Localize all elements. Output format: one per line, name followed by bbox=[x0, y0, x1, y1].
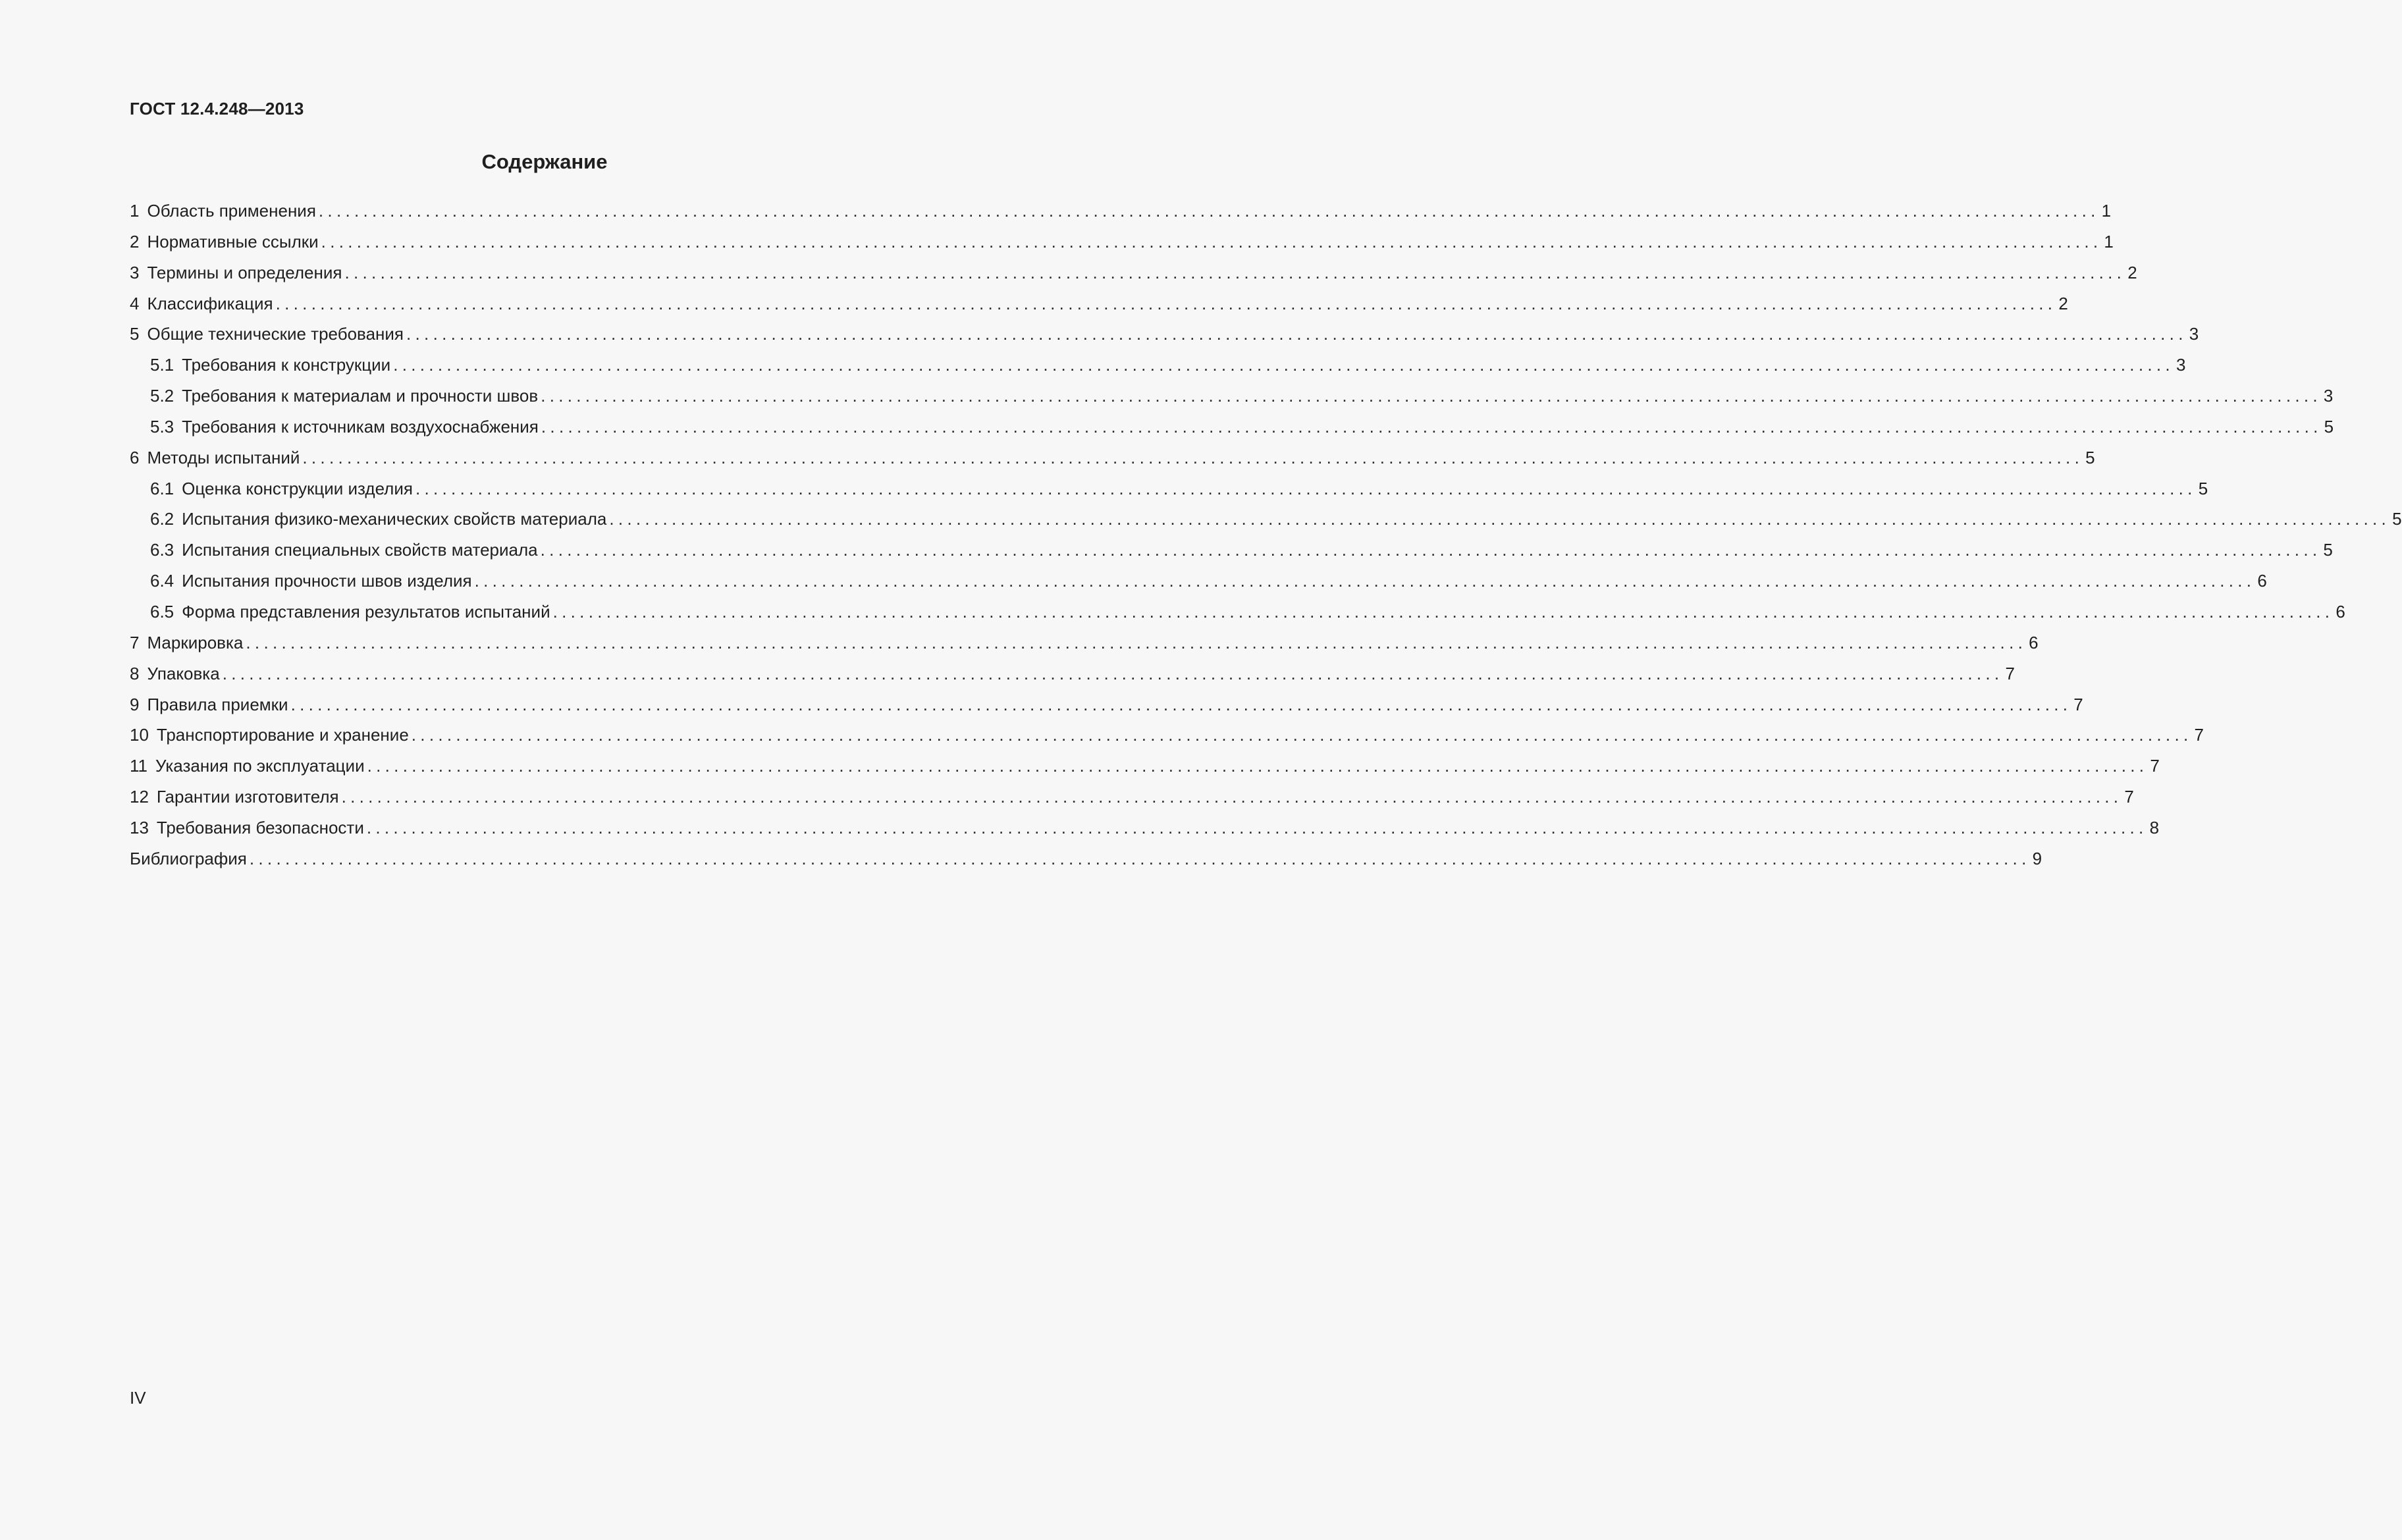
toc-item-page: 5 bbox=[2323, 540, 2333, 560]
toc-item-page: 3 bbox=[2189, 324, 2199, 344]
dot-leader: ........................................................................................................................................................................................................ bbox=[290, 694, 2072, 714]
toc-item-number: 10 bbox=[130, 725, 149, 745]
toc-item-page: 5 bbox=[2324, 416, 2334, 437]
toc-item[interactable] bbox=[130, 293, 2068, 325]
page-title: Содержание bbox=[481, 150, 608, 173]
toc-item-number: 9 bbox=[130, 694, 140, 714]
toc-item[interactable] bbox=[130, 756, 2160, 787]
toc-item[interactable] bbox=[130, 787, 2134, 818]
toc-item[interactable] bbox=[130, 262, 2137, 294]
dot-leader: ........................................................................................................................................................................................................ bbox=[474, 571, 2256, 591]
toc-item[interactable] bbox=[130, 725, 2204, 756]
toc-item-page: 6 bbox=[2029, 632, 2039, 652]
toc-item[interactable] bbox=[130, 447, 2095, 479]
toc-item-page: 7 bbox=[2124, 787, 2134, 807]
dot-leader: ........................................................................................................................................................................................................ bbox=[249, 848, 2031, 868]
toc-item-label: Указания по эксплуатации bbox=[155, 756, 365, 776]
dot-leader: ........................................................................................................................................................................................................ bbox=[321, 231, 2102, 252]
toc-item-label: Форма представления результатов испытаний bbox=[182, 601, 550, 622]
dot-leader: ........................................................................................................................................................................................................ bbox=[552, 601, 2334, 622]
toc-item-number: 6.5 bbox=[150, 601, 174, 622]
toc-subitem[interactable] bbox=[130, 478, 2208, 510]
document-code: ГОСТ 12.4.248—2013 bbox=[130, 99, 304, 119]
toc-item-bibliography[interactable] bbox=[130, 848, 2042, 880]
toc-item-number: 13 bbox=[130, 817, 149, 837]
toc-subitem[interactable] bbox=[130, 386, 2334, 417]
page-number: IV bbox=[130, 1388, 146, 1408]
toc-item-number: 5.2 bbox=[150, 386, 174, 406]
dot-leader: ........................................................................................................................................................................................................ bbox=[222, 663, 2004, 683]
toc-item-label: Испытания специальных свойств материала bbox=[182, 540, 538, 560]
toc-item-label: Методы испытаний bbox=[147, 447, 300, 467]
toc-subitem[interactable] bbox=[130, 509, 2402, 540]
toc-subitem[interactable] bbox=[130, 540, 2333, 571]
toc-subitem[interactable] bbox=[130, 571, 2267, 602]
toc-item-label: Классификация bbox=[147, 293, 273, 313]
toc-item-page: 5 bbox=[2198, 478, 2208, 498]
dot-leader: ........................................................................................................................................................................................................ bbox=[344, 262, 2126, 282]
toc-item-page: 5 bbox=[2392, 509, 2402, 529]
toc-item-number: 6.2 bbox=[150, 509, 174, 529]
toc-item-page: 7 bbox=[2005, 663, 2015, 683]
toc-item-page: 8 bbox=[2149, 817, 2160, 837]
toc-item-page: 1 bbox=[2101, 201, 2112, 221]
dot-leader: ........................................................................................................................................................................................................ bbox=[318, 201, 2100, 221]
toc-item-number: 1 bbox=[130, 201, 140, 221]
toc-item[interactable] bbox=[130, 663, 2015, 695]
toc-item-number: 3 bbox=[130, 262, 140, 282]
toc-item-page: 2 bbox=[2058, 293, 2068, 313]
toc-item-label: Маркировка bbox=[147, 632, 244, 652]
toc-subitem[interactable] bbox=[130, 601, 2345, 633]
dot-leader: ........................................................................................................................................................................................................ bbox=[341, 787, 2123, 807]
toc-item-number: 6.1 bbox=[150, 478, 174, 498]
toc-item-label: Правила приемки bbox=[147, 694, 288, 714]
toc-item-number: 6.3 bbox=[150, 540, 174, 560]
toc-item-number: 6.4 bbox=[150, 571, 174, 591]
toc-item-label: Общие технические требования bbox=[147, 324, 404, 344]
toc-item-number: 5.1 bbox=[150, 355, 174, 375]
toc-item-label: Испытания физико-механических свойств материала bbox=[182, 509, 607, 529]
dot-leader: ........................................................................................................................................................................................................ bbox=[275, 293, 2057, 313]
dot-leader: ........................................................................................................................................................................................................ bbox=[406, 324, 2187, 344]
toc-item-page: 7 bbox=[2073, 694, 2083, 714]
toc-item-number: 2 bbox=[130, 231, 140, 252]
dot-leader: ........................................................................................................................................................................................................ bbox=[541, 416, 2322, 437]
toc-item-page: 1 bbox=[2104, 231, 2114, 252]
toc-item-label: Требования к источникам воздухоснабжения bbox=[182, 416, 539, 437]
toc-item-number: 12 bbox=[130, 787, 149, 807]
dot-leader: ........................................................................................................................................................................................................ bbox=[609, 509, 2391, 529]
toc-item-label: Область применения bbox=[147, 201, 316, 221]
toc-item-label: Требования безопасности bbox=[156, 817, 364, 837]
toc-item-label: Упаковка bbox=[147, 663, 220, 683]
table-of-contents bbox=[130, 201, 2402, 880]
toc-item-page: 7 bbox=[2194, 725, 2204, 745]
toc-item-label: Оценка конструкции изделия bbox=[182, 478, 413, 498]
dot-leader: ........................................................................................................................................................................................................ bbox=[540, 540, 2322, 560]
toc-item-page: 7 bbox=[2150, 756, 2160, 776]
toc-item[interactable] bbox=[130, 324, 2199, 355]
dot-leader: ........................................................................................................................................................................................................ bbox=[415, 478, 2197, 498]
toc-item-page: 3 bbox=[2323, 386, 2334, 406]
toc-item-label: Испытания прочности швов изделия bbox=[182, 571, 472, 591]
toc-item-number: 5 bbox=[130, 324, 140, 344]
toc-item-page: 6 bbox=[2257, 571, 2267, 591]
dot-leader: ........................................................................................................................................................................................................ bbox=[367, 756, 2148, 776]
toc-item-page: 6 bbox=[2335, 601, 2345, 622]
toc-item-number: 6 bbox=[130, 447, 140, 467]
toc-subitem[interactable] bbox=[130, 355, 2186, 386]
dot-leader: ........................................................................................................................................................................................................ bbox=[411, 725, 2193, 745]
toc-item[interactable] bbox=[130, 817, 2160, 849]
toc-item[interactable] bbox=[130, 231, 2114, 263]
toc-item[interactable] bbox=[130, 694, 2083, 726]
toc-item-number: 7 bbox=[130, 632, 140, 652]
toc-item-label: Транспортирование и хранение bbox=[156, 725, 409, 745]
dot-leader: ........................................................................................................................................................................................................ bbox=[246, 632, 2027, 652]
toc-subitem[interactable] bbox=[130, 416, 2334, 448]
toc-item[interactable] bbox=[130, 632, 2039, 664]
toc-item-label: Нормативные ссылки bbox=[147, 231, 319, 252]
toc-item-label: Гарантии изготовителя bbox=[156, 787, 339, 807]
toc-item-page: 2 bbox=[2127, 262, 2137, 282]
dot-leader: ........................................................................................................................................................................................................ bbox=[366, 817, 2148, 837]
toc-item-number: 8 bbox=[130, 663, 140, 683]
toc-item-label: Требования к конструкции bbox=[182, 355, 391, 375]
toc-item-label: Термины и определения bbox=[147, 262, 342, 282]
dot-leader: ........................................................................................................................................................................................................ bbox=[393, 355, 2174, 375]
toc-item-number: 4 bbox=[130, 293, 140, 313]
toc-item-label: Требования к материалам и прочности швов bbox=[182, 386, 539, 406]
toc-item-page: 3 bbox=[2175, 355, 2186, 375]
toc-item-number: 5.3 bbox=[150, 416, 174, 437]
dot-leader: ........................................................................................................................................................................................................ bbox=[541, 386, 2322, 406]
dot-leader: ........................................................................................................................................................................................................ bbox=[302, 447, 2084, 467]
toc-item-label: Библиография bbox=[130, 848, 247, 868]
toc-item[interactable] bbox=[130, 201, 2112, 232]
toc-item-page: 5 bbox=[2085, 447, 2095, 467]
toc-item-number: 11 bbox=[130, 756, 147, 776]
toc-item-page: 9 bbox=[2032, 848, 2042, 868]
